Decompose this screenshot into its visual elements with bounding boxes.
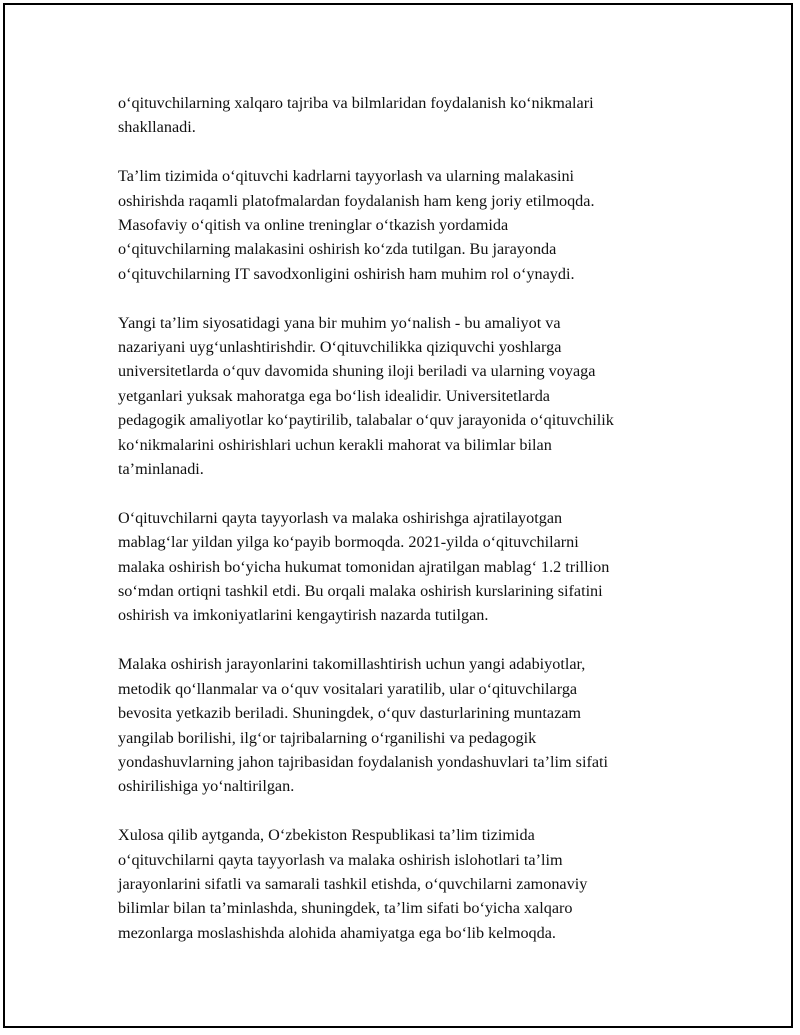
text-line: ko‘nikmalarini oshirishlari uchun kerakli mahorat va bilimlar bilan [118,435,552,454]
text-line: universitetlarda o‘quv davomida shuning iloji beriladi va ularning voyaga [118,362,596,381]
text-line: Masofaviy o‘qitish va online treninglar o‘tkazish yordamida [118,216,509,235]
paragraph-1 [118,91,698,140]
text-line: bevosita yetkazib beriladi. Shuningdek, o‘quv dasturlarining muntazam [118,704,582,723]
text-line: Ta’lim tizimida o‘qituvchi kadrlarni tayyorlash va ularning malakasini [118,167,575,186]
text-line: so‘mdan ortiqni tashkil etdi. Bu orqali malaka oshirish kurslarining sifatini [118,582,603,601]
text-line: yondashuvlarning jahon tajribasidan foydalanish yondashuvlari ta’lim sifati [118,752,609,771]
text-line: shakllanadi. [118,118,196,137]
paragraph-5 [118,652,698,798]
paragraph-6 [118,823,698,945]
text-line: o‘qituvchilarning xalqaro tajriba va bilmlaridan foydalanish ko‘nikmalari [118,94,594,112]
text-line: yangilab borilishi, ilg‘or tajribalarning o‘rganilishi va pedagogik [118,728,537,747]
text-line: pedagogik amaliyotlar ko‘paytirilib, talabalar o‘quv jarayonida o‘qituvchilik [118,411,614,430]
text-line: jarayonlarini sifatli va samarali tashkil etishda, o‘quvchilarni zamonaviy [118,874,588,893]
document-body [118,91,698,970]
text-line: oshirish va imkoniyatlarini kengaytirish nazarda tutilgan. [118,606,489,625]
paragraph-3 [118,311,698,482]
text-line: oshirilishiga yo‘naltirilgan. [118,777,295,796]
text-line: Xulosa qilib aytganda, O‘zbekiston Respublikasi ta’lim tizimida [118,826,535,845]
text-line: o‘qituvchilarni qayta tayyorlash va malaka oshirish islohotlari ta’lim [118,850,563,869]
text-line: yetganlari yuksak mahoratga ega bo‘lish idealidir. Universitetlarda [118,386,550,405]
text-line: malaka oshirish bo‘yicha hukumat tomonidan ajratilgan mablag‘ 1.2 trillion [118,557,610,576]
paragraph-4 [118,506,698,628]
text-line: mezonlarga moslashishda alohida ahamiyatga ega bo‘lib kelmoqda. [118,923,556,942]
text-line: o‘qituvchilarning malakasini oshirish ko‘zda tutilgan. Bu jarayonda [118,240,557,259]
text-line: metodik qo‘llanmalar va o‘quv vositalari yaratilib, ular o‘qituvchilarga [118,679,578,698]
paragraph-2 [118,164,698,286]
text-line: o‘qituvchilarning IT savodxonligini oshirish ham muhim rol o‘ynaydi. [118,264,575,283]
text-line: ta’minlanadi. [118,460,204,479]
text-line: O‘qituvchilarni qayta tayyorlash va malaka oshirishga ajratilayotgan [118,508,563,527]
text-line: mablag‘lar yildan yilga ko‘payib bormoqda. 2021-yilda o‘qituvchilarni [118,533,579,552]
text-line: Yangi ta’lim siyosatidagi yana bir muhim yo‘nalish - bu amaliyot va [118,313,561,332]
text-line: nazariyani uyg‘unlashtirishdir. O‘qituvchilikka qiziquvchi yoshlarga [118,338,562,357]
text-line: Malaka oshirish jarayonlarini takomillashtirish uchun yangi adabiyotlar, [118,655,586,674]
text-line: bilimlar bilan ta’minlashda, shuningdek, ta’lim sifati bo‘yicha xalqaro [118,899,573,918]
text-line: oshirishda raqamli platofmalardan foydalanish ham keng joriy etilmoqda. [118,191,595,210]
